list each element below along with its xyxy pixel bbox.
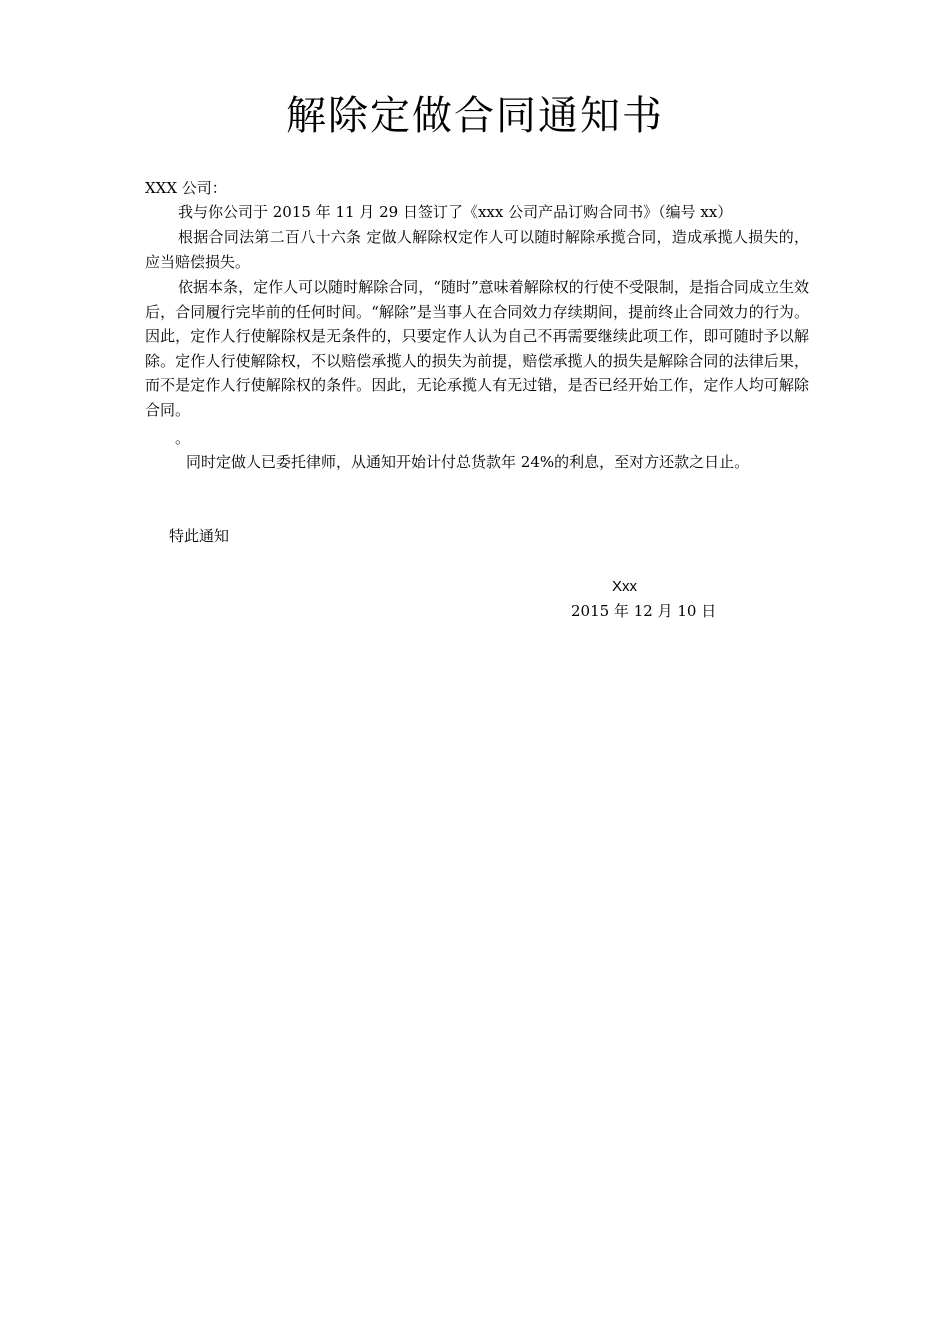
document-title: 解除定做合同通知书 [286,93,664,139]
paragraph-contract-reference: 我与你公司于 2015 年 11 月 29 日签订了《xxx 公司产品订购合同书》（编号 xx） [178,203,733,221]
paragraph-legal-basis: 根据合同法第二百八十六条 定做人解除权定作人可以随时解除承揽合同，造成承揽人损失的，应当赔偿损失。 [145,228,809,271]
closing-notice: 特此通知 [169,527,230,545]
paragraph-explanation: 依据本条，定作人可以随时解除合同，“随时”意味着解除权的行使不受限制，是指合同成立生效后，合同履行完毕前的任何时间。“解除”是当事人在合同效力存续期间，提前终止合同效力的行为。因此，定作人行使解除权是无条件的，只要定作人认为自己不再需要继续此项工作，即可随时予以解除。定作人行使解除权，不以赔偿承揽人的损失为前提，赔偿承揽人的损失是解除合同的法律后果，而不是定作人行使解除权的条件。因此，无论承揽人有无过错，是否已经开始工作，定作人均可解除合同。 [145,278,809,419]
signature-name: Xxx [612,578,638,595]
paragraph-interest: 同时定做人已委托律师，从通知开始计付总货款年 24%的利息，至对方还款之日止。 [186,453,750,471]
addressee: XXX 公司： [145,179,227,197]
signature-date: 2015 年 12 月 10 日 [571,602,717,620]
paragraph-period: 。 [175,429,191,447]
